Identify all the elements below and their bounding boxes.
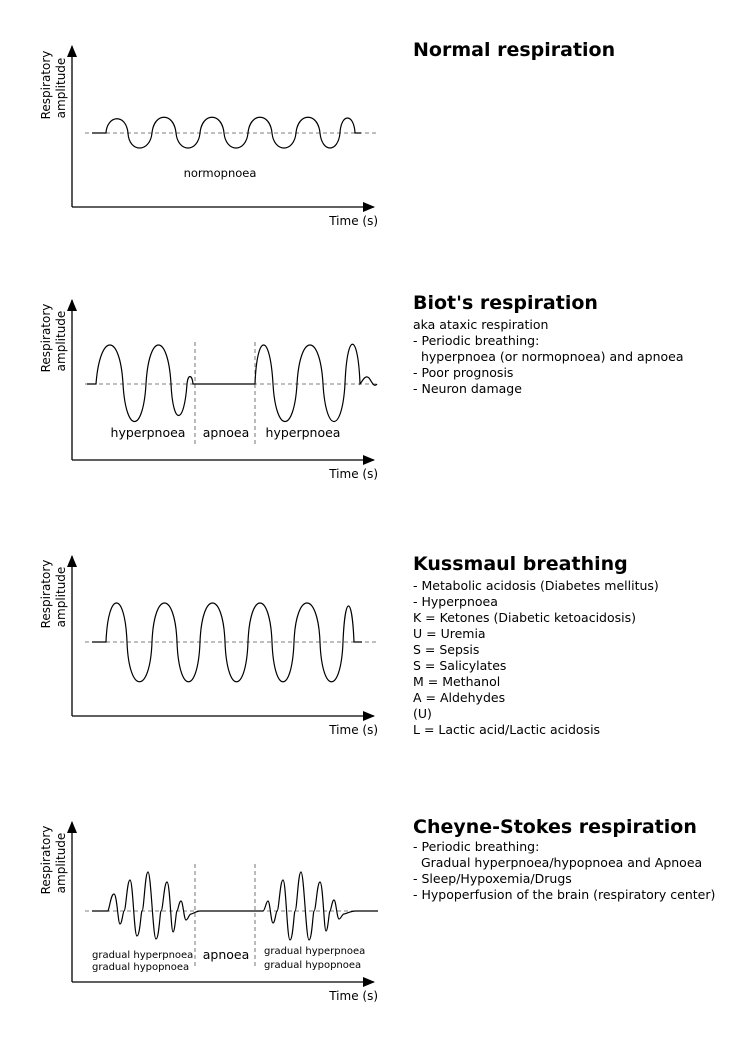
notes-cheyne-stokes bbox=[413, 839, 715, 903]
phase-label-gradual-hypopnoea-2: gradual hypopnoea bbox=[264, 960, 362, 971]
note-line: - Periodic breathing: bbox=[413, 839, 540, 854]
plot-biot bbox=[30, 254, 390, 494]
plot-normal bbox=[30, 0, 390, 240]
phase-label-hyperpnoea-2: hyperpnoea bbox=[265, 425, 341, 440]
phase-label-gradual-hypopnoea-1: gradual hypopnoea bbox=[92, 962, 190, 973]
title-cheyne-stokes: Cheyne-Stokes respiration bbox=[413, 816, 697, 838]
note-line: M = Methanol bbox=[413, 674, 501, 689]
note-line: S = Salicylates bbox=[413, 658, 507, 673]
plot-cheyne-stokes bbox=[30, 776, 390, 1016]
x-label: Time (s) bbox=[329, 214, 378, 228]
note-line: S = Sepsis bbox=[413, 642, 480, 657]
panel-normal bbox=[0, 0, 744, 250]
note-line: - Metabolic acidosis (Diabetes mellitus) bbox=[413, 578, 659, 593]
note-line: - Hypoperfusion of the brain (respiratory center) bbox=[413, 887, 716, 902]
note-line: aka ataxic respiration bbox=[413, 317, 549, 332]
note-line: - Poor prognosis bbox=[413, 365, 514, 380]
note-line: U = Uremia bbox=[413, 626, 486, 641]
panel-biot bbox=[0, 254, 744, 504]
note-line: Gradual hyperpnoea/hypopnoea and Apnoea bbox=[413, 855, 703, 870]
note-line: - Neuron damage bbox=[413, 381, 522, 396]
plot-kussmaul bbox=[30, 510, 390, 750]
note-line: (U) bbox=[413, 706, 432, 721]
note-line: - Periodic breathing: bbox=[413, 333, 540, 348]
panel-kussmaul bbox=[0, 510, 744, 760]
notes-biot bbox=[413, 317, 684, 397]
note-line: - Hyperpnoea bbox=[413, 594, 498, 609]
note-line: - Sleep/Hypoxemia/Drugs bbox=[413, 871, 572, 886]
note-line: hyperpnoea (or normopnoea) and apnoea bbox=[413, 349, 684, 364]
phase-label-apnoea: apnoea bbox=[202, 425, 250, 440]
x-label: Time (s) bbox=[329, 467, 378, 481]
phase-label-gradual-hyperpnoea-2: gradual hyperpnoea bbox=[264, 946, 366, 957]
title-normal: Normal respiration bbox=[413, 39, 616, 61]
y-label-line1: Respiratory bbox=[39, 50, 53, 120]
y-label-line2: amplitude bbox=[54, 832, 68, 894]
y-label-line2: amplitude bbox=[54, 566, 68, 628]
title-biot: Biot's respiration bbox=[413, 292, 598, 314]
y-label-line2: amplitude bbox=[54, 310, 68, 372]
x-label: Time (s) bbox=[329, 723, 378, 737]
notes-kussmaul bbox=[413, 578, 659, 738]
note-line: K = Ketones (Diabetic ketoacidosis) bbox=[413, 610, 637, 625]
y-label-line1: Respiratory bbox=[39, 825, 53, 895]
panel-cheyne-stokes bbox=[0, 776, 744, 1036]
note-line: L = Lactic acid/Lactic acidosis bbox=[413, 722, 601, 737]
x-label: Time (s) bbox=[329, 989, 378, 1003]
title-kussmaul: Kussmaul breathing bbox=[413, 553, 628, 575]
waveform-cheyne-stokes bbox=[92, 872, 378, 940]
phase-label-apnoea: apnoea bbox=[202, 947, 250, 962]
y-label-line1: Respiratory bbox=[39, 559, 53, 629]
phase-label-hyperpnoea-1: hyperpnoea bbox=[110, 425, 186, 440]
phase-label-gradual-hyperpnoea-1: gradual hyperpnoea bbox=[92, 950, 194, 961]
phase-label-normopnoea: normopnoea bbox=[183, 166, 257, 180]
y-label-line1: Respiratory bbox=[39, 303, 53, 373]
note-line: A = Aldehydes bbox=[413, 690, 506, 705]
waveform-biot bbox=[87, 344, 377, 421]
y-label-line2: amplitude bbox=[54, 57, 68, 119]
